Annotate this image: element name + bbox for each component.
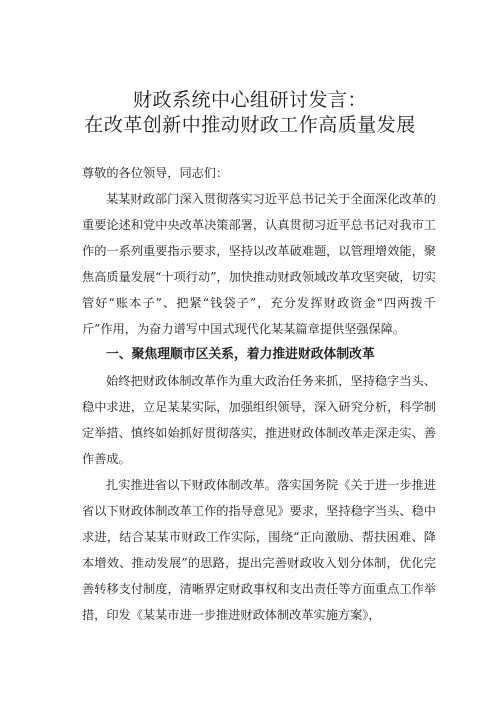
document-title-line1: 财政系统中心组研讨发言：	[132, 89, 367, 111]
intro-paragraph: 某某财政部门深入贯彻落实习近平总书记关于全面深化改革的重要论述和党中央改革决策部署，认真贯彻习近平总书记对我市工作的一系列重要指示要求，坚持以改革破难题，以管理增效能，聚焦高质量发展“十项行动”，加快推动财政领域改革攻坚突破，切实管好“账本子”、把紧“钱袋子”，充分发挥财政资金“四两拨千斤”作用，为奋力谱写中国式现代化某某篇章提供坚强保障。	[82, 192, 436, 336]
document-body	[82, 160, 436, 628]
salutation: 尊敬的各位领导，同志们：	[82, 166, 229, 180]
section-paragraph: 扎实推进省以下财政体制改革。落实国务院《关于进一步推进省以下财政体制改革工作的指导意见》要求，坚持稳字当头、稳中求进，结合某某市财政工作实际，围绕“正向激励、帮扶困难、降本增效、推动发展”的思路，提出完善财政收入划分体制，优化完善转移支付制度，清晰界定财政事权和支出责任等方面重点工作举措，印发《某某市进一步推进财政体制改革实施方案》，	[82, 478, 436, 622]
document-title-line2: 在改革创新中推动财政工作高质量发展	[84, 114, 416, 136]
section-heading: 一、聚焦理顺市区关系，着力推进财政体制改革	[106, 347, 375, 362]
section-paragraph: 始终把财政体制改革作为重大政治任务来抓，坚持稳字当头、稳中求进，立足某某实际，加强组织领导，深入研究分析，科学制定举措、慎终如始抓好贯彻落实，推进财政体制改革走深走实、善作善成。	[82, 374, 436, 466]
